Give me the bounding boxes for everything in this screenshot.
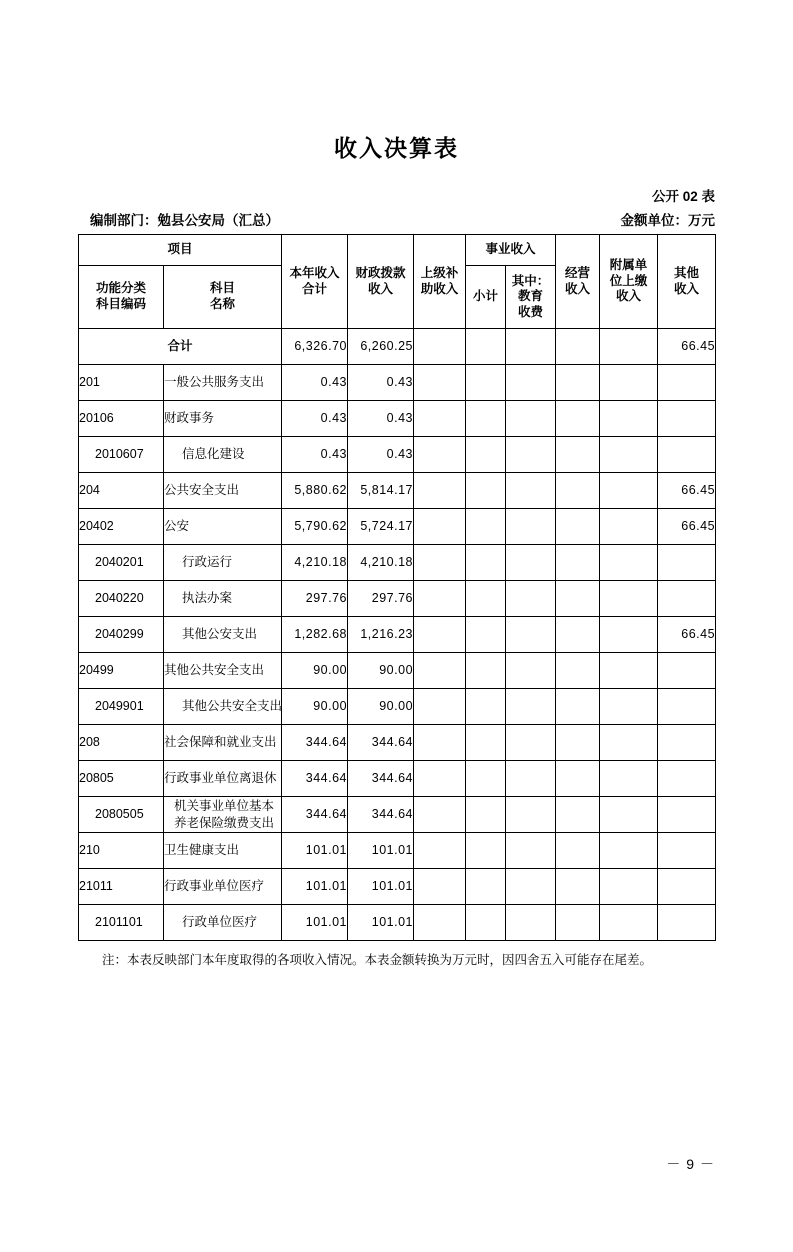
row-operating-income bbox=[556, 401, 600, 437]
row-operating-income bbox=[556, 437, 600, 473]
table-note: 注：本表反映部门本年度取得的各项收入情况。本表金额转换为万元时，因四舍五入可能存在尾差。 bbox=[102, 953, 653, 967]
row-subject-name: 机关事业单位基本养老保险缴费支出 bbox=[164, 797, 282, 833]
row-fiscal-appropriation: 0.43 bbox=[348, 365, 414, 401]
row-affiliated-remittance bbox=[600, 689, 658, 725]
row-fiscal-appropriation: 101.01 bbox=[348, 869, 414, 905]
header-fiscal-line1: 财政拨款 bbox=[355, 265, 406, 280]
row-function-code: 20106 bbox=[79, 401, 164, 437]
row-superior-subsidy bbox=[414, 473, 466, 509]
header-business-income: 事业收入 bbox=[466, 235, 556, 266]
row-education-fee bbox=[506, 545, 556, 581]
row-other-income bbox=[658, 437, 716, 473]
row-other-income: 66.45 bbox=[658, 617, 716, 653]
row-operating-income bbox=[556, 509, 600, 545]
row-year-total: 344.64 bbox=[282, 797, 348, 833]
row-business-subtotal bbox=[466, 581, 506, 617]
row-superior-subsidy bbox=[414, 761, 466, 797]
table-row bbox=[79, 797, 716, 833]
table-row bbox=[79, 509, 716, 545]
amount-unit-label: 金额单位：万元 bbox=[620, 213, 715, 228]
row-operating-income bbox=[556, 761, 600, 797]
header-operating-line2: 收入 bbox=[565, 281, 591, 296]
row-education-fee bbox=[506, 725, 556, 761]
table-row bbox=[79, 905, 716, 941]
row-subject-name: 信息化建设 bbox=[164, 437, 282, 473]
row-other-income: 66.45 bbox=[658, 329, 716, 365]
row-operating-income bbox=[556, 473, 600, 509]
row-function-code: 2049901 bbox=[79, 689, 164, 725]
row-superior-subsidy bbox=[414, 689, 466, 725]
header-other-line1: 其他 bbox=[674, 265, 700, 280]
row-affiliated-remittance bbox=[600, 617, 658, 653]
row-subject-name: 行政单位医疗 bbox=[164, 905, 282, 941]
row-year-total: 5,790.62 bbox=[282, 509, 348, 545]
row-business-subtotal bbox=[466, 869, 506, 905]
row-affiliated-remittance bbox=[600, 797, 658, 833]
row-superior-subsidy bbox=[414, 329, 466, 365]
row-subject-name: 社会保障和就业支出 bbox=[164, 725, 282, 761]
row-other-income: 66.45 bbox=[658, 473, 716, 509]
row-operating-income bbox=[556, 869, 600, 905]
row-function-code: 204 bbox=[79, 473, 164, 509]
row-year-total: 90.00 bbox=[282, 653, 348, 689]
header-ofwhich-line1: 其中： bbox=[511, 273, 550, 288]
header-year-total-line2: 合计 bbox=[302, 281, 328, 296]
row-fiscal-appropriation: 6,260.25 bbox=[348, 329, 414, 365]
header-ofwhich-line2: 教育 bbox=[518, 289, 544, 304]
header-operating-line1: 经营 bbox=[565, 265, 591, 280]
row-subject-name: 行政事业单位医疗 bbox=[164, 869, 282, 905]
row-year-total: 1,282.68 bbox=[282, 617, 348, 653]
row-superior-subsidy bbox=[414, 869, 466, 905]
row-operating-income bbox=[556, 617, 600, 653]
row-fiscal-appropriation: 344.64 bbox=[348, 797, 414, 833]
row-affiliated-remittance bbox=[600, 473, 658, 509]
row-subject-name: 其他公安支出 bbox=[164, 617, 282, 653]
row-business-subtotal bbox=[466, 329, 506, 365]
row-subject-name: 公安 bbox=[164, 509, 282, 545]
row-subject-name: 行政运行 bbox=[164, 545, 282, 581]
row-business-subtotal bbox=[466, 797, 506, 833]
row-function-code: 20805 bbox=[79, 761, 164, 797]
row-fiscal-appropriation: 101.01 bbox=[348, 833, 414, 869]
row-superior-subsidy bbox=[414, 905, 466, 941]
row-education-fee bbox=[506, 509, 556, 545]
row-subject-name: 执法办案 bbox=[164, 581, 282, 617]
row-education-fee bbox=[506, 437, 556, 473]
form-number-row bbox=[78, 185, 715, 205]
row-function-code: 2040299 bbox=[79, 617, 164, 653]
row-affiliated-remittance bbox=[600, 653, 658, 689]
row-year-total: 344.64 bbox=[282, 761, 348, 797]
table-row bbox=[79, 437, 716, 473]
row-year-total: 90.00 bbox=[282, 689, 348, 725]
row-year-total: 5,880.62 bbox=[282, 473, 348, 509]
row-other-income bbox=[658, 365, 716, 401]
row-fiscal-appropriation: 344.64 bbox=[348, 725, 414, 761]
row-other-income bbox=[658, 869, 716, 905]
row-operating-income bbox=[556, 797, 600, 833]
row-superior-subsidy bbox=[414, 509, 466, 545]
row-year-total: 0.43 bbox=[282, 401, 348, 437]
row-affiliated-remittance bbox=[600, 581, 658, 617]
header-of-which-education-fee bbox=[506, 266, 556, 329]
row-affiliated-remittance bbox=[600, 833, 658, 869]
row-fiscal-appropriation: 5,724.17 bbox=[348, 509, 414, 545]
row-year-total: 344.64 bbox=[282, 725, 348, 761]
row-year-total: 0.43 bbox=[282, 437, 348, 473]
row-business-subtotal bbox=[466, 905, 506, 941]
row-operating-income bbox=[556, 905, 600, 941]
header-other-income bbox=[658, 235, 716, 329]
row-fiscal-appropriation: 297.76 bbox=[348, 581, 414, 617]
header-subject-line2: 名称 bbox=[210, 297, 236, 311]
row-fiscal-appropriation: 0.43 bbox=[348, 437, 414, 473]
header-other-line2: 收入 bbox=[674, 281, 700, 296]
row-subject-name: 其他公共安全支出 bbox=[164, 653, 282, 689]
row-fiscal-appropriation: 101.01 bbox=[348, 905, 414, 941]
row-superior-subsidy bbox=[414, 653, 466, 689]
department-label: 编制部门：勉县公安局（汇总） bbox=[90, 213, 279, 228]
row-subject-name: 一般公共服务支出 bbox=[164, 365, 282, 401]
table-row bbox=[79, 545, 716, 581]
page-title: 收入决算表 bbox=[334, 135, 459, 161]
department-and-unit-row bbox=[78, 209, 715, 229]
header-superior-line2: 助收入 bbox=[420, 281, 459, 296]
row-operating-income bbox=[556, 329, 600, 365]
header-project: 项目 bbox=[79, 235, 282, 266]
table-row bbox=[79, 617, 716, 653]
row-subject-name: 行政事业单位离退休 bbox=[164, 761, 282, 797]
row-superior-subsidy bbox=[414, 581, 466, 617]
header-function-class-code bbox=[79, 266, 164, 329]
row-education-fee bbox=[506, 761, 556, 797]
row-education-fee bbox=[506, 869, 556, 905]
row-function-code: 2040220 bbox=[79, 581, 164, 617]
row-other-income bbox=[658, 545, 716, 581]
income-final-accounts-table bbox=[78, 234, 716, 941]
row-business-subtotal bbox=[466, 437, 506, 473]
row-affiliated-remittance bbox=[600, 437, 658, 473]
row-superior-subsidy bbox=[414, 365, 466, 401]
row-education-fee bbox=[506, 329, 556, 365]
row-affiliated-remittance bbox=[600, 509, 658, 545]
header-affiliated-line2: 位上缴 bbox=[609, 273, 648, 288]
row-other-income bbox=[658, 797, 716, 833]
row-education-fee bbox=[506, 653, 556, 689]
row-education-fee bbox=[506, 905, 556, 941]
table-row bbox=[79, 653, 716, 689]
row-education-fee bbox=[506, 365, 556, 401]
row-year-total: 0.43 bbox=[282, 365, 348, 401]
header-superior-line1: 上级补 bbox=[420, 265, 459, 280]
row-other-income: 66.45 bbox=[658, 509, 716, 545]
row-function-code: 20402 bbox=[79, 509, 164, 545]
row-subject-name: 公共安全支出 bbox=[164, 473, 282, 509]
row-other-income bbox=[658, 833, 716, 869]
row-superior-subsidy bbox=[414, 725, 466, 761]
row-function-code: 210 bbox=[79, 833, 164, 869]
row-education-fee bbox=[506, 581, 556, 617]
row-fiscal-appropriation: 4,210.18 bbox=[348, 545, 414, 581]
row-affiliated-remittance bbox=[600, 905, 658, 941]
row-fiscal-appropriation: 90.00 bbox=[348, 653, 414, 689]
table-row bbox=[79, 473, 716, 509]
row-operating-income bbox=[556, 581, 600, 617]
table-row bbox=[79, 761, 716, 797]
row-operating-income bbox=[556, 545, 600, 581]
row-fiscal-appropriation: 90.00 bbox=[348, 689, 414, 725]
row-business-subtotal bbox=[466, 761, 506, 797]
form-number: 公开 02 表 bbox=[651, 189, 715, 204]
table-row bbox=[79, 689, 716, 725]
row-superior-subsidy bbox=[414, 797, 466, 833]
row-operating-income bbox=[556, 653, 600, 689]
row-business-subtotal bbox=[466, 689, 506, 725]
row-operating-income bbox=[556, 689, 600, 725]
row-education-fee bbox=[506, 833, 556, 869]
row-subject-name: 其他公共安全支出 bbox=[164, 689, 282, 725]
row-function-code: 20499 bbox=[79, 653, 164, 689]
page-number: － 9 － bbox=[666, 1156, 715, 1172]
header-year-total-line1: 本年收入 bbox=[289, 265, 340, 280]
header-subject-name bbox=[164, 266, 282, 329]
row-other-income bbox=[658, 689, 716, 725]
row-business-subtotal bbox=[466, 365, 506, 401]
row-superior-subsidy bbox=[414, 401, 466, 437]
row-superior-subsidy bbox=[414, 545, 466, 581]
document-page bbox=[0, 130, 793, 1252]
row-business-subtotal bbox=[466, 617, 506, 653]
row-affiliated-remittance bbox=[600, 545, 658, 581]
row-year-total: 101.01 bbox=[282, 833, 348, 869]
header-affiliated-line1: 附属单 bbox=[609, 258, 648, 273]
row-business-subtotal bbox=[466, 545, 506, 581]
row-other-income bbox=[658, 761, 716, 797]
table-body bbox=[79, 329, 716, 941]
row-education-fee bbox=[506, 617, 556, 653]
row-business-subtotal bbox=[466, 473, 506, 509]
row-education-fee bbox=[506, 797, 556, 833]
row-fiscal-appropriation: 5,814.17 bbox=[348, 473, 414, 509]
row-affiliated-remittance bbox=[600, 401, 658, 437]
row-function-code: 201 bbox=[79, 365, 164, 401]
row-business-subtotal bbox=[466, 833, 506, 869]
row-function-code: 21011 bbox=[79, 869, 164, 905]
table-row bbox=[79, 833, 716, 869]
row-operating-income bbox=[556, 725, 600, 761]
header-subtotal: 小计 bbox=[466, 266, 506, 329]
row-superior-subsidy bbox=[414, 617, 466, 653]
row-function-code: 2040201 bbox=[79, 545, 164, 581]
row-business-subtotal bbox=[466, 509, 506, 545]
table-row bbox=[79, 869, 716, 905]
table-row bbox=[79, 365, 716, 401]
row-education-fee bbox=[506, 473, 556, 509]
row-operating-income bbox=[556, 833, 600, 869]
row-year-total: 6,326.70 bbox=[282, 329, 348, 365]
row-business-subtotal bbox=[466, 653, 506, 689]
header-fiscal-appropriation bbox=[348, 235, 414, 329]
table-row bbox=[79, 329, 716, 365]
row-affiliated-remittance bbox=[600, 725, 658, 761]
row-affiliated-remittance bbox=[600, 365, 658, 401]
header-fiscal-line2: 收入 bbox=[368, 281, 394, 296]
row-fiscal-appropriation: 0.43 bbox=[348, 401, 414, 437]
row-function-code: 2010607 bbox=[79, 437, 164, 473]
row-fiscal-appropriation: 1,216.23 bbox=[348, 617, 414, 653]
row-year-total: 101.01 bbox=[282, 869, 348, 905]
row-affiliated-remittance bbox=[600, 761, 658, 797]
row-education-fee bbox=[506, 401, 556, 437]
header-operating-income bbox=[556, 235, 600, 329]
header-year-total bbox=[282, 235, 348, 329]
header-func-line2: 科目编码 bbox=[95, 297, 146, 311]
row-function-code: 2101101 bbox=[79, 905, 164, 941]
row-other-income bbox=[658, 905, 716, 941]
row-business-subtotal bbox=[466, 401, 506, 437]
table-header-row-1 bbox=[79, 235, 716, 266]
row-affiliated-remittance bbox=[600, 869, 658, 905]
header-affiliated-remittance bbox=[600, 235, 658, 329]
row-year-total: 4,210.18 bbox=[282, 545, 348, 581]
row-other-income bbox=[658, 725, 716, 761]
header-ofwhich-line3: 收费 bbox=[518, 304, 544, 319]
table-row bbox=[79, 581, 716, 617]
row-fiscal-appropriation: 344.64 bbox=[348, 761, 414, 797]
row-year-total: 297.76 bbox=[282, 581, 348, 617]
header-affiliated-line3: 收入 bbox=[616, 289, 642, 304]
row-affiliated-remittance bbox=[600, 329, 658, 365]
header-subject-line1: 科目 bbox=[210, 281, 236, 296]
row-subject-name: 卫生健康支出 bbox=[164, 833, 282, 869]
row-superior-subsidy bbox=[414, 833, 466, 869]
header-superior-subsidy bbox=[414, 235, 466, 329]
row-other-income bbox=[658, 653, 716, 689]
row-education-fee bbox=[506, 689, 556, 725]
table-row bbox=[79, 401, 716, 437]
header-func-line1: 功能分类 bbox=[95, 281, 146, 296]
row-function-code: 208 bbox=[79, 725, 164, 761]
table-row bbox=[79, 725, 716, 761]
row-subject-name: 财政事务 bbox=[164, 401, 282, 437]
row-year-total: 101.01 bbox=[282, 905, 348, 941]
row-other-income bbox=[658, 581, 716, 617]
row-other-income bbox=[658, 401, 716, 437]
row-total-label: 合计 bbox=[79, 329, 282, 365]
row-operating-income bbox=[556, 365, 600, 401]
row-superior-subsidy bbox=[414, 437, 466, 473]
row-business-subtotal bbox=[466, 725, 506, 761]
row-function-code: 2080505 bbox=[79, 797, 164, 833]
